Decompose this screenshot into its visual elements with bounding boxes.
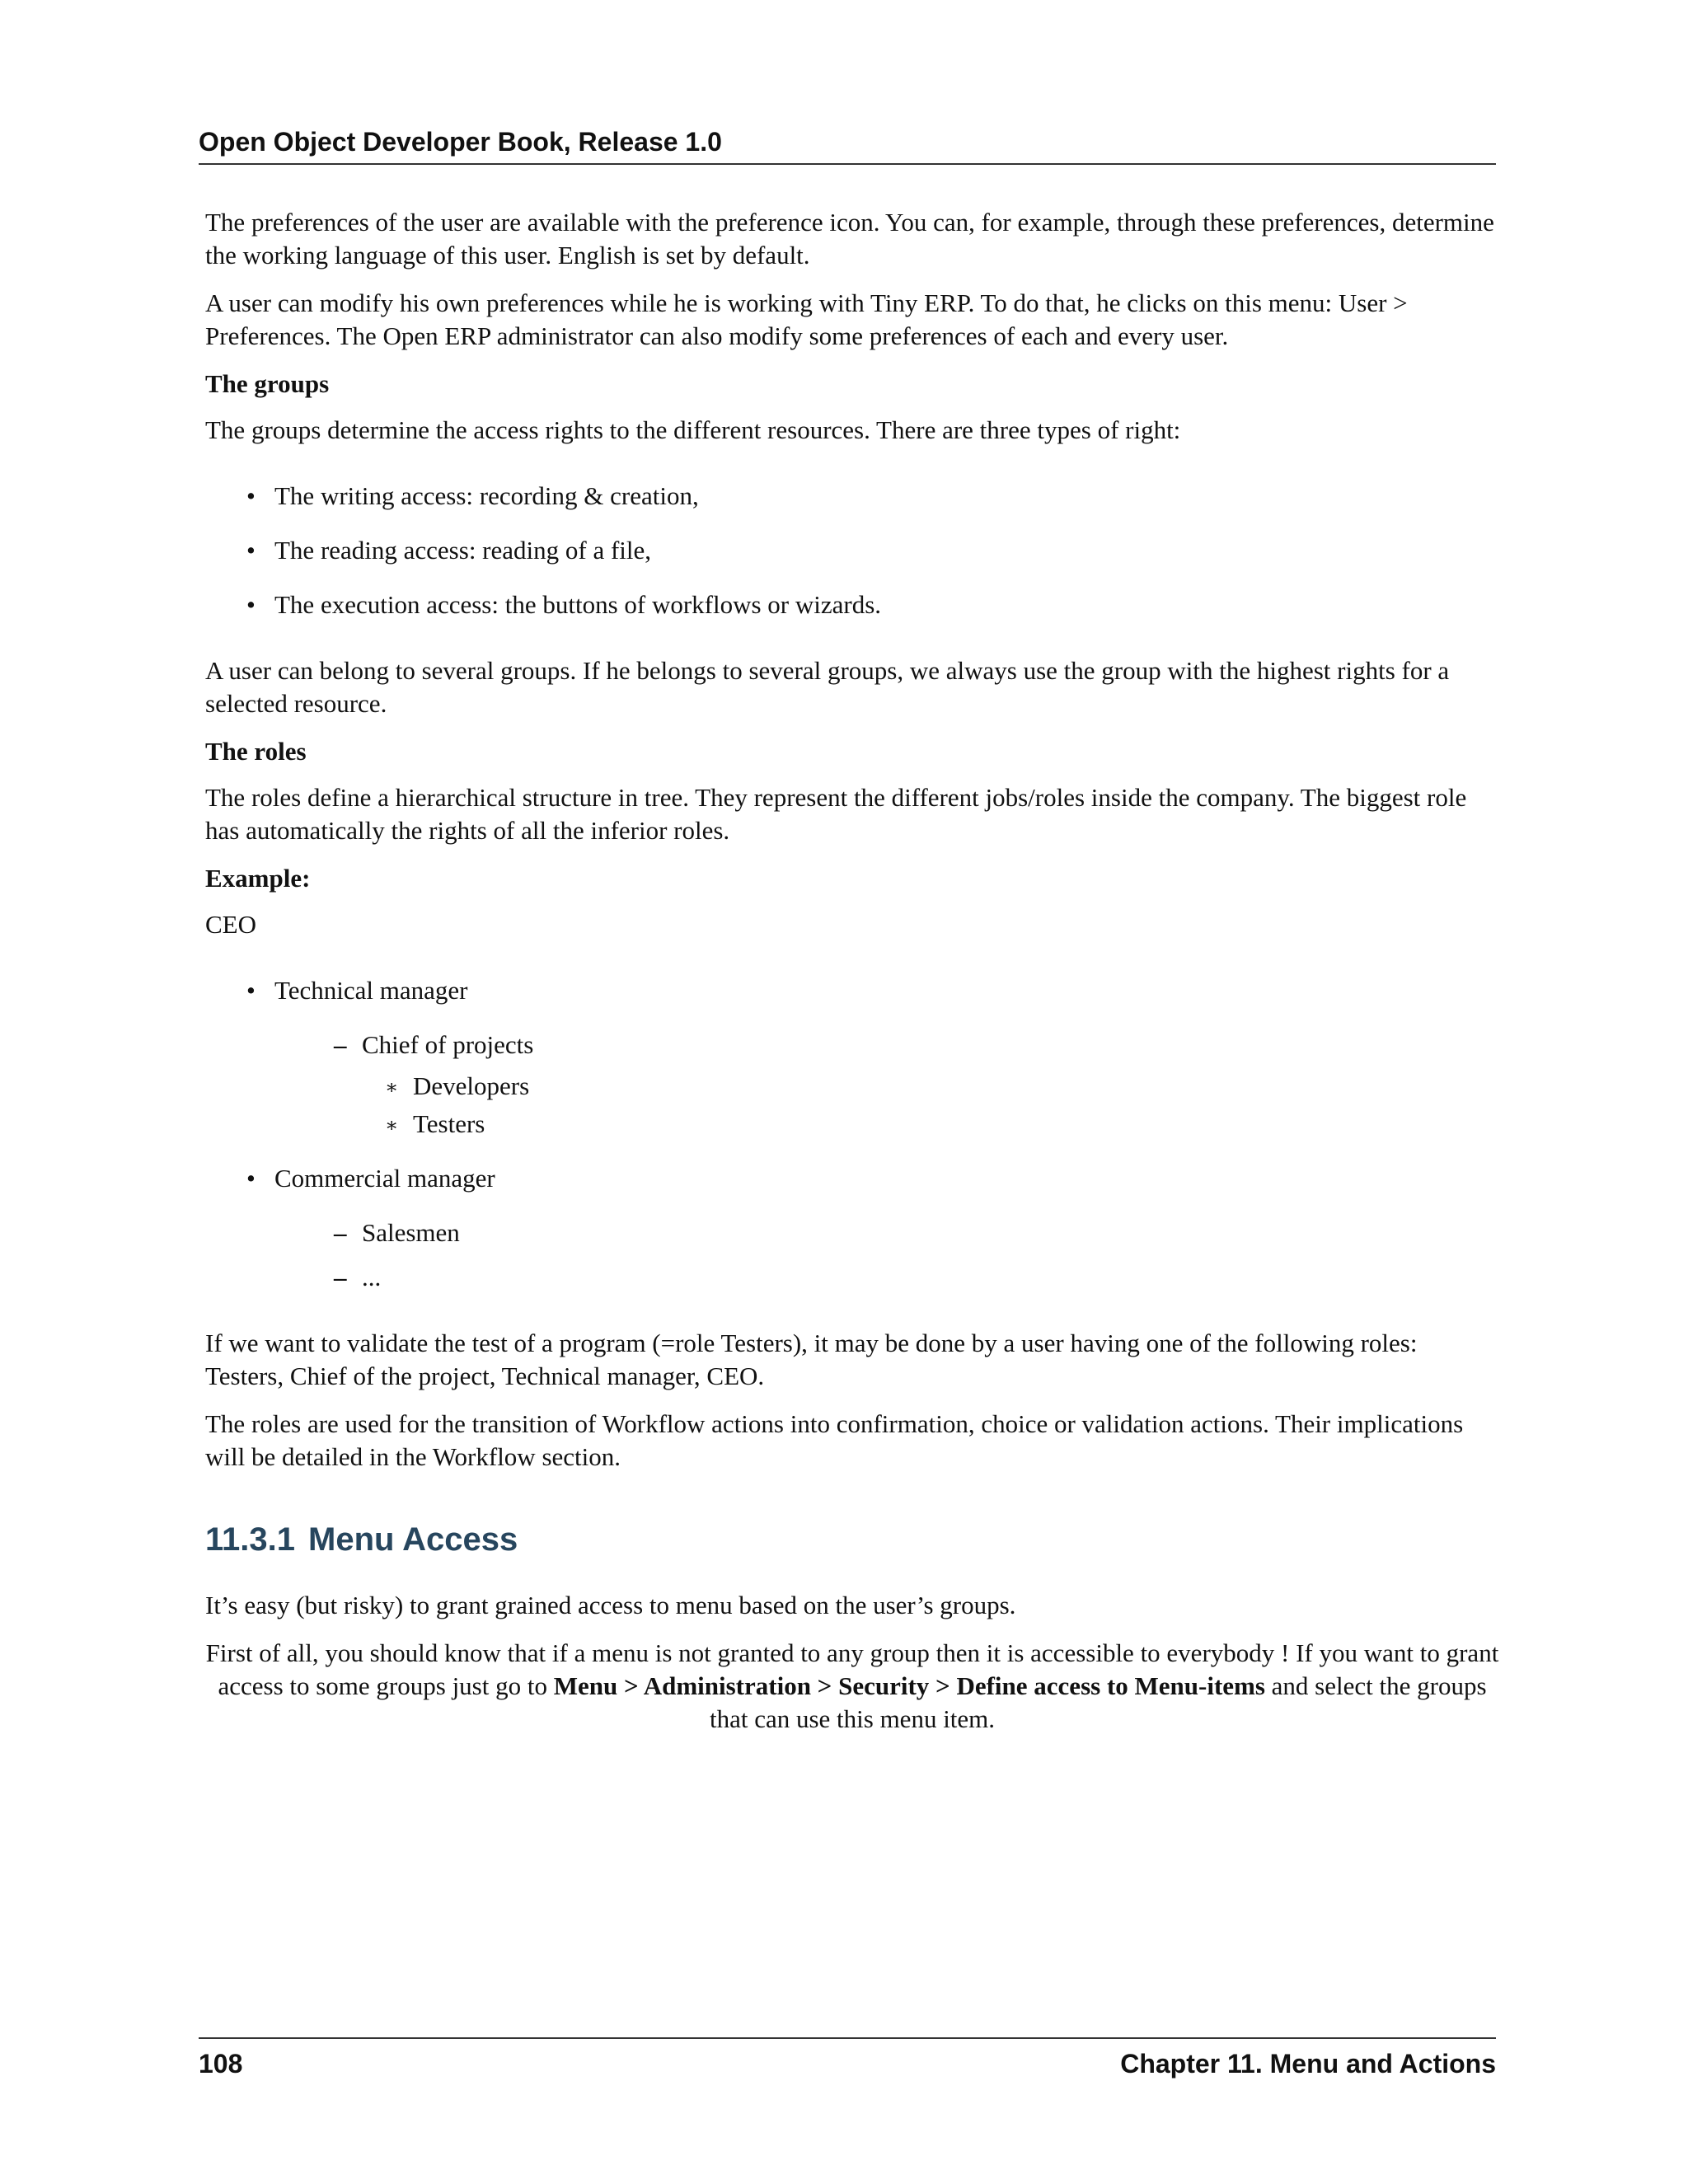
dash-marker: –	[334, 1030, 347, 1059]
role-chief-of-projects: Chief of projects	[362, 1030, 534, 1059]
right-writing: The writing access: recording & creation,	[274, 481, 699, 510]
bullet-marker: •	[246, 976, 256, 1005]
dash-marker: –	[334, 1218, 347, 1247]
bullet-marker: •	[246, 590, 256, 619]
list-item	[246, 1162, 1499, 1294]
menu-intro: It’s easy (but risky) to grant grained access to menu based on the user’s groups.	[205, 1591, 1016, 1619]
roles-label: The roles	[205, 737, 307, 766]
chief-subroles	[362, 1070, 1499, 1141]
workflow-note: The roles are used for the transition of Workflow actions into confirmation, choice or validation actions. Their implications will be detailed in the Workflow section.	[205, 1409, 1464, 1471]
list-item	[246, 534, 1499, 567]
menu-detail-before: First of all, you should know that if a menu is not granted to any group then it is accessible to everybody ! If you want to grant access to some groups just go to	[205, 1638, 1499, 1700]
star-marker: ∗	[385, 1115, 399, 1137]
running-footer	[199, 2037, 1496, 2088]
section-heading	[205, 1520, 1499, 1559]
running-header	[199, 124, 1496, 165]
role-testers: Testers	[413, 1109, 485, 1138]
validate-note: If we want to validate the test of a program (=role Testers), it may be done by a user having one of the following roles: Testers, Chief of the project, Technical manager, CEO.	[205, 1329, 1418, 1390]
groups-intro: The groups determine the access rights to the different resources. There are three types of right:	[205, 415, 1181, 444]
dash-marker: –	[334, 1263, 347, 1291]
list-item	[385, 1070, 1499, 1103]
bullet-marker: •	[246, 481, 256, 510]
groups-label: The groups	[205, 369, 330, 398]
star-marker: ∗	[385, 1077, 399, 1099]
roles-tree	[205, 974, 1499, 1294]
list-item	[246, 588, 1499, 621]
roles-intro: The roles define a hierarchical structure in tree. They represent the different jobs/roles inside the company. The biggest role has automatically the rights of all the inferior roles.	[205, 783, 1467, 845]
role-ellipsis: ...	[362, 1263, 382, 1291]
chapter-title: Chapter 11. Menu and Actions	[1120, 2049, 1496, 2079]
menu-detail	[205, 1637, 1499, 1736]
right-reading: The reading access: reading of a file,	[274, 536, 652, 565]
section-title: Menu Access	[308, 1521, 518, 1558]
menu-detail-after: and select the groups that can use this menu item.	[709, 1671, 1487, 1733]
rights-list	[205, 480, 1499, 621]
role-technical-manager: Technical manager	[274, 976, 468, 1005]
book-title: Open Object Developer Book, Release 1.0	[199, 127, 722, 157]
list-item	[246, 974, 1499, 1141]
paragraph-preferences: The preferences of the user are available with the preference icon. You can, for example, through these preferences, determine the working language of this user. English is set by default.	[205, 208, 1494, 269]
bullet-marker: •	[246, 1164, 256, 1193]
technical-subroles	[274, 1029, 1499, 1141]
list-item	[334, 1029, 1499, 1141]
bullet-marker: •	[246, 536, 256, 565]
list-item	[334, 1216, 1499, 1249]
list-item	[334, 1261, 1499, 1294]
section-number: 11.3.1	[205, 1521, 296, 1558]
example-root: CEO	[205, 910, 256, 939]
paragraph-modify-preferences: A user can modify his own preferences while he is working with Tiny ERP. To do that, he clicks on this menu: User > Preferences. The Open ERP administrator can also modify some preferences of each and every user.	[205, 288, 1408, 350]
role-developers: Developers	[413, 1071, 530, 1100]
page-number: 108	[199, 2049, 243, 2079]
commercial-subroles	[274, 1216, 1499, 1294]
role-salesmen: Salesmen	[362, 1218, 460, 1247]
menu-path: Menu > Administration > Security > Define access to Menu-items	[553, 1671, 1265, 1700]
page-content	[205, 206, 1499, 1750]
role-commercial-manager: Commercial manager	[274, 1164, 495, 1193]
groups-note: A user can belong to several groups. If he belongs to several groups, we always use the group with the highest rights for a selected resource.	[205, 656, 1450, 718]
right-execution: The execution access: the buttons of workflows or wizards.	[274, 590, 882, 619]
list-item	[385, 1108, 1499, 1141]
example-label: Example:	[205, 864, 311, 893]
list-item	[246, 480, 1499, 513]
